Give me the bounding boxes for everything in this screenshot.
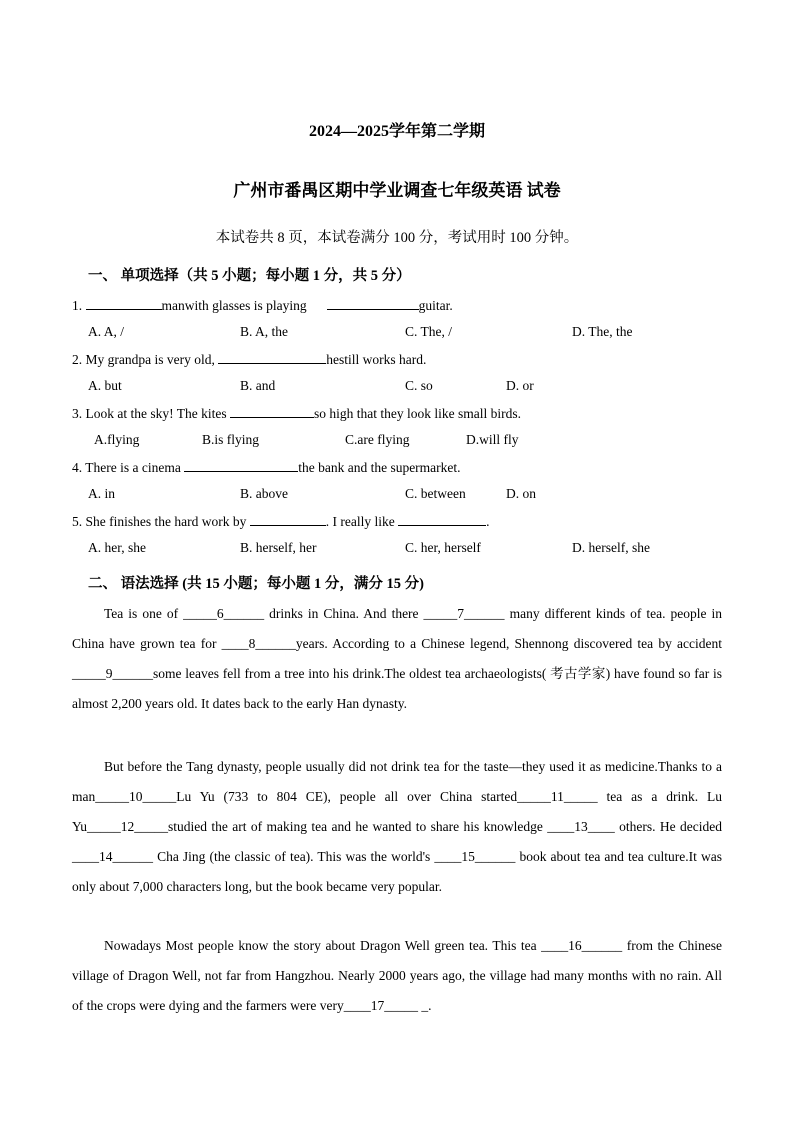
question-2-end: hestill works hard. (326, 352, 427, 367)
answer-blank (86, 297, 162, 310)
question-3-option-a: A.flying (94, 432, 140, 447)
question-2-option-b: B. and (240, 378, 276, 393)
answer-blank (250, 513, 326, 526)
question-1-option-b: B. A, the (240, 324, 289, 339)
question-2-option-a: A. but (88, 378, 122, 393)
question-4-option-c: C. between (405, 486, 466, 501)
question-1-option-a: A. A, / (88, 324, 125, 339)
question-1 (72, 297, 453, 314)
question-4-end: the bank and the supermarket. (298, 460, 461, 475)
question-4-option-b: B. above (240, 486, 288, 501)
answer-blank (184, 459, 298, 472)
question-3 (72, 405, 521, 422)
answer-blank (230, 405, 314, 418)
passage-paragraph-1: Tea is one of _____6______ drinks in China. And there _____7______ many different kinds of tea. people in China have grown tea for ____8______years. According to a Chinese legend, Shennong discovered tea by accident _____9______some leaves fell from a tree into his drink.The oldest tea archaeologists( 考古学家) have found so far is almost 2,200 years old. It dates back to the early Han dynasty. (72, 606, 722, 711)
question-1-text: manwith glasses is playing (161, 298, 307, 313)
section1-heading: 一、 单项选择（共 5 小题；每小题 1 分，共 5 分） (88, 268, 411, 284)
year-line: 2024—2025学年第二学期 (308, 123, 485, 140)
question-3-option-b: B.is flying (202, 432, 260, 447)
question-5-option-a: A. her, she (88, 540, 146, 555)
section2-heading: 二、 语法选择 (共 15 小题；每小题 1 分，满分 15 分) (88, 576, 424, 592)
passage-paragraph-2: But before the Tang dynasty, people usually did not drink tea for the taste—they used it as medicine.Thanks to a man_____10_____Lu Yu (733 to 804 CE), people all over China started_____11_____ tea as a drink. Lu Yu_____12_____studied the art of making tea and he wanted to share his knowledge ____13____ others. He decided ____14______ Cha Jing (the classic of tea). This was the world's ____15______ book about tea and tea culture.It was only about 7,000 characters long, but the book became very popular. (72, 759, 722, 894)
question-5-option-c: C. her, herself (405, 540, 481, 555)
question-1-end: guitar. (418, 298, 453, 313)
question-5-option-d: D. herself, she (572, 540, 650, 555)
question-5-text: 5. She finishes the hard work by (72, 514, 250, 529)
question-2 (72, 351, 426, 368)
question-5 (72, 513, 489, 530)
answer-blank (398, 513, 486, 526)
exam-title: 广州市番禺区期中学业调查七年级英语 试卷 (233, 181, 561, 200)
question-2-option-c: C. so (405, 378, 433, 393)
question-4-option-a: A. in (88, 486, 115, 501)
question-5-end: . (486, 514, 490, 529)
question-2-option-d: D. or (506, 378, 534, 393)
question-3-end: so high that they look like small birds. (313, 406, 521, 421)
question-3-text: 3. Look at the sky! The kites (72, 406, 230, 421)
question-2-text: 2. My grandpa is very old, (72, 352, 219, 367)
question-5-option-b: B. herself, her (240, 540, 317, 555)
answer-blank (327, 297, 419, 310)
question-3-option-d: D.will fly (466, 432, 519, 447)
question-3-option-c: C.are flying (345, 432, 410, 447)
question-1-number: 1. (72, 298, 86, 313)
question-1-option-c: C. The, / (405, 324, 452, 339)
question-1-option-d: D. The, the (572, 324, 633, 339)
question-4 (72, 459, 461, 476)
exam-intro: 本试卷共 8 页，本试卷满分 100 分，考试用时 100 分钟。 (215, 230, 579, 246)
question-4-text: 4. There is a cinema (72, 460, 185, 475)
question-4-option-d: D. on (506, 486, 536, 501)
answer-blank (218, 351, 326, 364)
question-5-mid: . I really like (325, 514, 399, 529)
passage-paragraph-3: Nowadays Most people know the story about Dragon Well green tea. This tea ____16______ from the Chinese village of Dragon Well, not far from Hangzhou. Nearly 2000 years ago, the village had many months with no rain. All of the crops were dying and the farmers were very____17_____ _. (72, 938, 722, 1013)
